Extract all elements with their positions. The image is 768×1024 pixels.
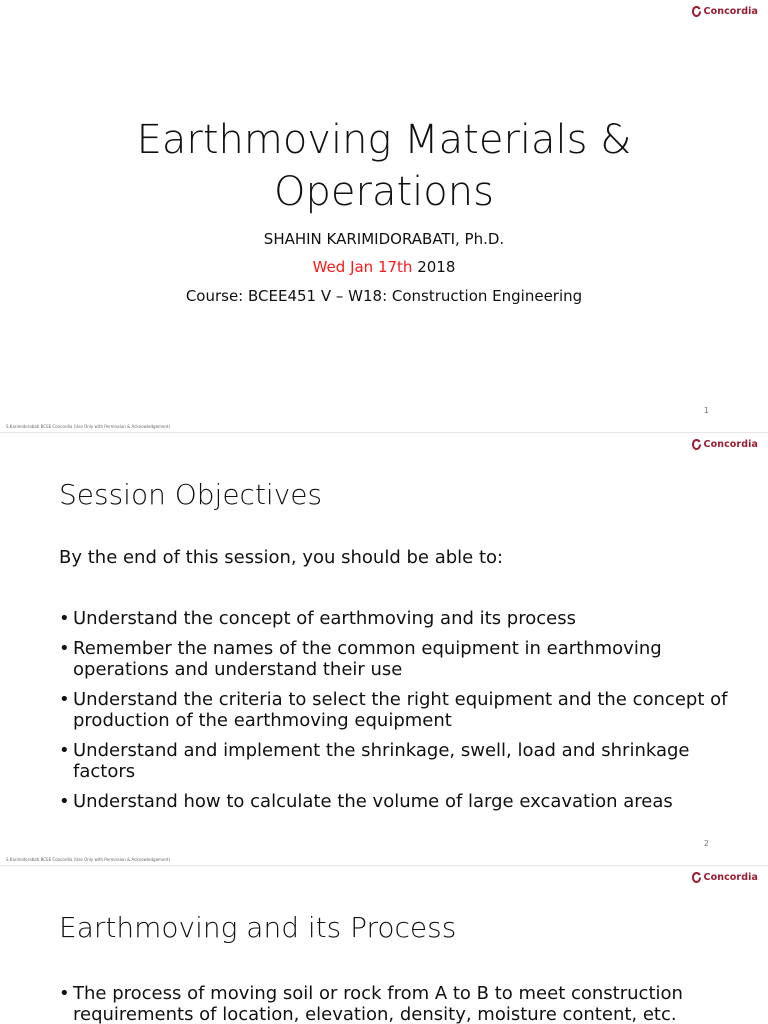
slide-2 [0,433,768,865]
list-item: • Remember the names of the common equipment in earthmoving operations and understand their use [59,638,729,680]
list-item: • Understand and implement the shrinkage, swell, load and shrinkage factors [59,740,729,782]
list-item: • Understand the criteria to select the right equipment and the concept of production of the earthmoving equipment [59,689,729,731]
slide-heading: Earthmoving and its Process [59,911,457,944]
concordia-crest-icon [691,5,702,18]
title-line-2: Operations [274,169,494,215]
slide-1 [0,0,768,432]
logo-text: Concordia [703,439,758,450]
page-number: 2 [703,839,709,848]
footer-note: S.Karimidorabati BCEE Concordia (Use Only with Permission & Acknowledgement) [6,424,171,429]
concordia-crest-icon [691,438,702,451]
page-number: 1 [703,406,709,415]
author-name: SHAHIN KARIMIDORABATI, Ph.D. [263,230,505,248]
objectives-list [59,608,729,821]
list-item: • Understand the concept of earthmoving and its process [59,608,729,629]
footer-note: S.Karimidorabati BCEE Concordia (Use Only with Permission & Acknowledgement) [6,857,171,862]
slide-3 [0,866,768,1024]
concordia-logo [691,871,758,884]
concordia-logo [691,5,758,18]
concordia-crest-icon [691,871,702,884]
date-year: 2018 [417,258,456,276]
list-item: • Understand how to calculate the volume of large excavation areas [59,791,729,812]
slide-heading: Session Objectives [59,478,323,511]
concordia-logo [691,438,758,451]
intro-text: By the end of this session, you should be able to: [59,547,504,568]
logo-text: Concordia [703,872,758,883]
presentation-date [0,258,768,276]
process-list [59,983,729,1024]
date-highlight: Wed Jan 17th [312,258,413,276]
course-info: Course: BCEE451 V – W18: Construction Engineering [185,287,583,305]
presentation-title [0,114,768,218]
logo-text: Concordia [703,6,758,17]
title-line-1: Earthmoving Materials & [136,117,632,163]
list-item: • The process of moving soil or rock from A to B to meet construction requirements of location, elevation, density, moisture content, etc. [59,983,729,1024]
